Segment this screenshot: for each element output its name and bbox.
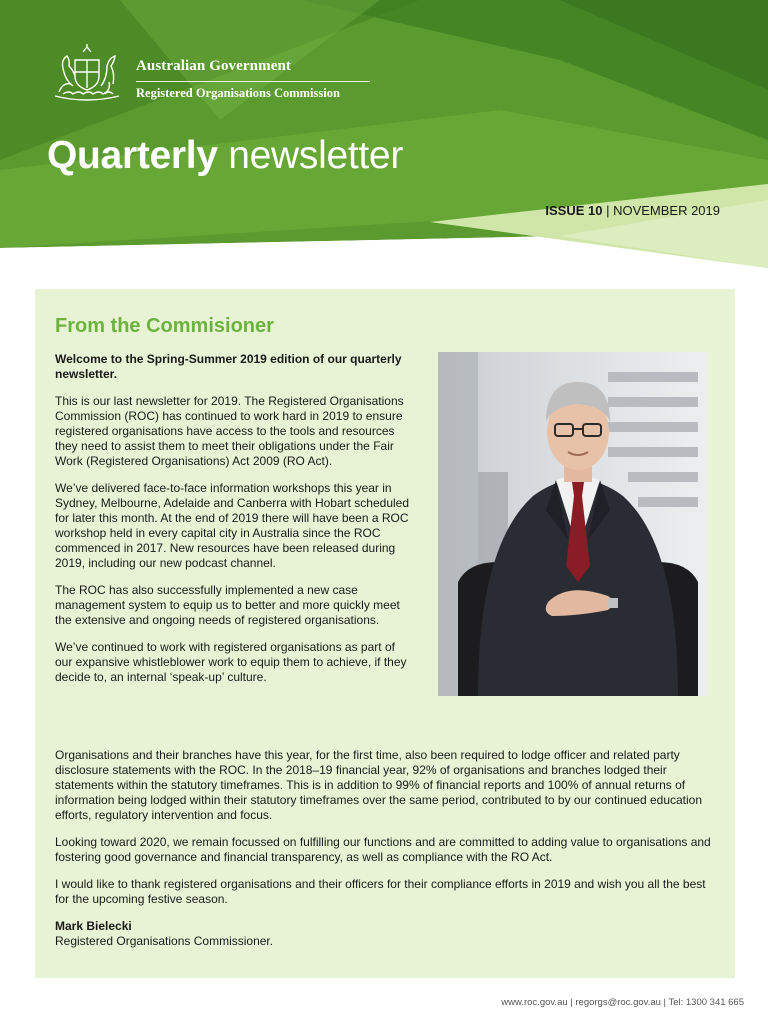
agency-name: Registered Organisations Commission bbox=[136, 86, 340, 100]
issue-number: ISSUE 10 bbox=[545, 203, 603, 218]
article-column-text bbox=[55, 352, 411, 697]
title-bold-word: Quarterly bbox=[47, 134, 218, 177]
article-paragraph: This is our last newsletter for 2019. The Registered Organisations Commission (ROC) has continued to work hard in 2019 to ensure registered organisations have access to the tools and resources they need to assist them to meet their obligations under the Fair Work (Registered Organisations) Act 2009 (RO Act). bbox=[55, 394, 404, 468]
issue-date: NOVEMBER 2019 bbox=[613, 203, 720, 218]
branding-divider bbox=[136, 81, 370, 82]
issue-line bbox=[545, 203, 720, 218]
article-intro: Welcome to the Spring-Summer 2019 edition of our quarterly newsletter. bbox=[55, 352, 402, 381]
government-branding bbox=[136, 58, 370, 101]
article-paragraph: Organisations and their branches have this year, for the first time, also been required to lodge officer and related party disclosure statements with the ROC. In the 2018–19 financial year, 92% of organisations and branches lodged their statements within the statutory timeframes. This is in addition to 99% of financial reports and 100% of annual returns of information being lodged within their statutory timeframes over the same period, contributed to by our continued education efforts, regulatory intervention and focus. bbox=[55, 748, 703, 822]
issue-separator: | bbox=[602, 203, 614, 218]
article-paragraph: The ROC has also successfully implemented a new case management system to equip us to better and more quickly meet the extensive and ongoing needs of registered organisations. bbox=[55, 583, 400, 627]
title-rest: newsletter bbox=[217, 134, 404, 177]
government-name: Australian Government bbox=[136, 58, 292, 74]
commissioner-photo bbox=[438, 352, 708, 696]
newsletter-title bbox=[47, 134, 403, 178]
article-full-width-text bbox=[55, 748, 715, 949]
signoff bbox=[55, 919, 715, 949]
article-paragraph: We’ve continued to work with registered organisations as part of our expansive whistleblower work to equip them to achieve, if they decide to, an internal ‘speak-up’ culture. bbox=[55, 640, 407, 684]
signoff-role: Registered Organisations Commissioner. bbox=[55, 934, 274, 948]
coat-of-arms-logo bbox=[45, 42, 130, 102]
commissioner-article bbox=[35, 289, 735, 978]
article-title: From the Commisioner bbox=[55, 315, 274, 337]
newsletter-header bbox=[0, 0, 768, 280]
article-paragraph: We’ve delivered face-to-face information workshops this year in Sydney, Melbourne, Adelaide and Canberra with Hobart scheduled for later this month. At the end of 2019 there will have been a ROC workshop held in every capital city in Australia since the ROC commenced in 2017. New resources have been released during 2019, including our new podcast channel. bbox=[55, 481, 409, 570]
contact-footer: www.roc.gov.au | regorgs@roc.gov.au | Tel: 1300 341 665 bbox=[501, 997, 744, 1008]
signoff-name: Mark Bielecki bbox=[55, 919, 132, 933]
article-paragraph: Looking toward 2020, we remain focussed on fulfilling our functions and are committed to adding value to organisations and fostering good governance and financial transparency, as well as compliance with the RO Act. bbox=[55, 835, 711, 864]
article-paragraph: I would like to thank registered organisations and their officers for their compliance efforts in 2019 and wish you all the best for the upcoming festive season. bbox=[55, 877, 706, 906]
